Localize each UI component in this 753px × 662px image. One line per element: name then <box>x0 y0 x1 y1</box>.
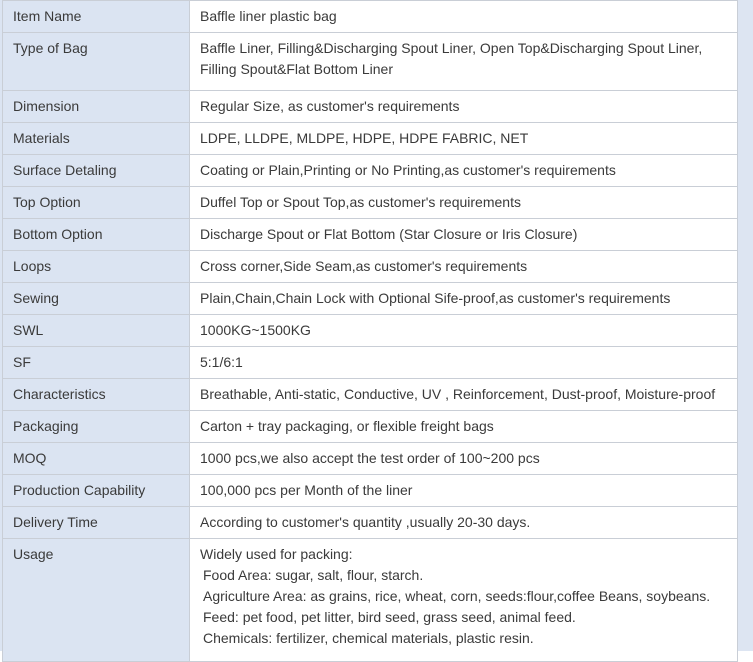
row-value: Baffle Liner, Filling&Discharging Spout Liner, Open Top&Discharging Spout Liner, Filling Spout&Flat Bottom Liner <box>190 33 738 91</box>
row-label: Production Capability <box>3 475 190 507</box>
row-value: Regular Size, as customer's requirements <box>190 91 738 123</box>
row-label: Loops <box>3 251 190 283</box>
row-value: LDPE, LLDPE, MLDPE, HDPE, HDPE FABRIC, NET <box>190 123 738 155</box>
row-label: Dimension <box>3 91 190 123</box>
table-row <box>3 379 738 411</box>
row-value: Duffel Top or Spout Top,as customer's requirements <box>190 187 738 219</box>
right-edge <box>738 0 753 651</box>
table-row <box>3 347 738 379</box>
row-label: SF <box>3 347 190 379</box>
row-value: According to customer's quantity ,usually 20-30 days. <box>190 507 738 539</box>
row-label: Bottom Option <box>3 219 190 251</box>
row-value: 1000KG~1500KG <box>190 315 738 347</box>
table-row <box>3 187 738 219</box>
row-value: 1000 pcs,we also accept the test order of 100~200 pcs <box>190 443 738 475</box>
table-row <box>3 475 738 507</box>
row-label: Type of Bag <box>3 33 190 91</box>
row-value: Plain,Chain,Chain Lock with Optional Sife-proof,as customer's requirements <box>190 283 738 315</box>
row-value: 100,000 pcs per Month of the liner <box>190 475 738 507</box>
table-row <box>3 283 738 315</box>
table-row-usage <box>3 539 738 662</box>
row-label: Surface Detaling <box>3 155 190 187</box>
table-row <box>3 219 738 251</box>
table-row <box>3 33 738 91</box>
table-row <box>3 443 738 475</box>
table-row <box>3 411 738 443</box>
row-value: Carton + tray packaging, or flexible freight bags <box>190 411 738 443</box>
row-label: MOQ <box>3 443 190 475</box>
table-row <box>3 123 738 155</box>
table-row <box>3 507 738 539</box>
usage-line: Chemicals: fertilizer, chemical materials, plastic resin. <box>203 630 534 646</box>
row-label: Materials <box>3 123 190 155</box>
usage-line: Widely used for packing: <box>200 546 353 562</box>
row-label: SWL <box>3 315 190 347</box>
row-label: Delivery Time <box>3 507 190 539</box>
table-row <box>3 251 738 283</box>
row-value: Cross corner,Side Seam,as customer's requirements <box>190 251 738 283</box>
usage-line: Feed: pet food, pet litter, bird seed, grass seed, animal feed. <box>203 609 576 625</box>
row-label: Sewing <box>3 283 190 315</box>
table-row <box>3 1 738 33</box>
row-value: 5:1/6:1 <box>190 347 738 379</box>
row-label: Characteristics <box>3 379 190 411</box>
table-row <box>3 315 738 347</box>
product-spec-table <box>2 0 738 662</box>
row-label: Top Option <box>3 187 190 219</box>
row-value: Baffle liner plastic bag <box>190 1 738 33</box>
usage-line: Food Area: sugar, salt, flour, starch. <box>203 567 424 583</box>
usage-line: Agriculture Area: as grains, rice, wheat, corn, seeds:flour,coffee Beans, soybeans. <box>203 588 711 604</box>
row-value: Coating or Plain,Printing or No Printing,as customer's requirements <box>190 155 738 187</box>
row-label: Usage <box>3 539 190 662</box>
row-label: Packaging <box>3 411 190 443</box>
row-label: Item Name <box>3 1 190 33</box>
usage-value <box>190 539 738 662</box>
row-value: Breathable, Anti-static, Conductive, UV , Reinforcement, Dust-proof, Moisture-proof <box>190 379 738 411</box>
row-value: Discharge Spout or Flat Bottom (Star Closure or Iris Closure) <box>190 219 738 251</box>
table-row <box>3 91 738 123</box>
table-row <box>3 155 738 187</box>
